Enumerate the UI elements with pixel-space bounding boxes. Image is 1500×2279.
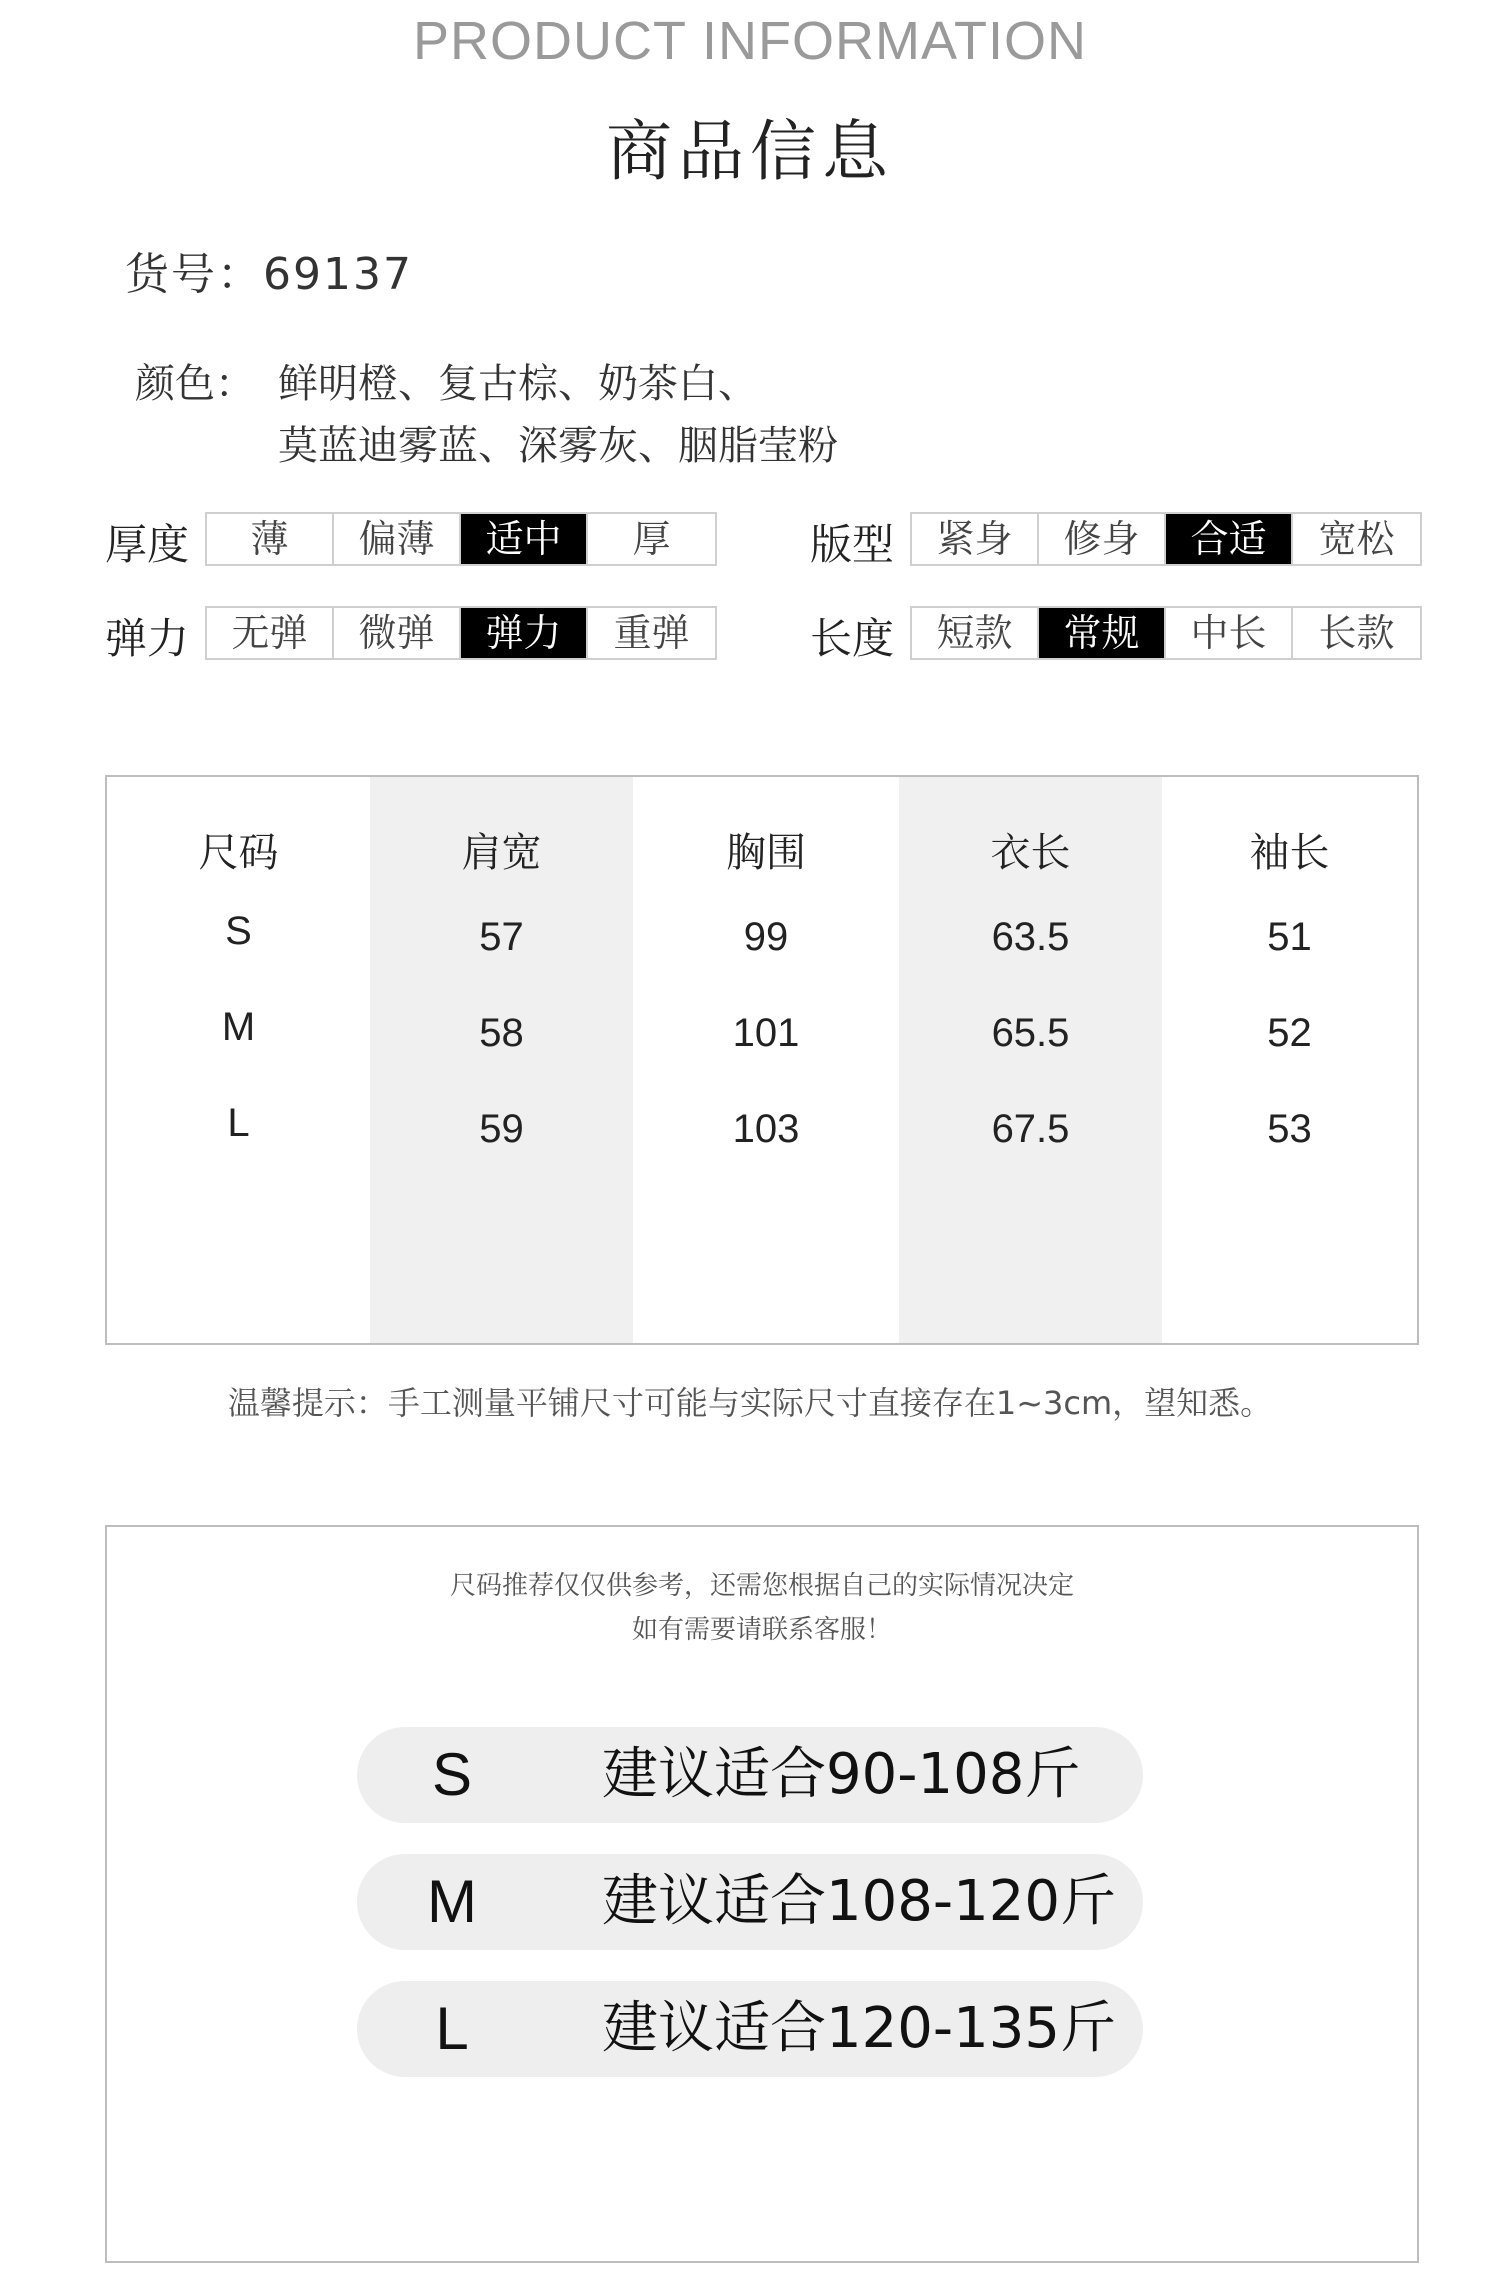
english-title: PRODUCT INFORMATION	[413, 11, 1087, 71]
thickness-scale	[205, 512, 717, 566]
recommendation-text: 建议适合90-108斤	[602, 1742, 1081, 1807]
length-header: 衣长	[990, 830, 1071, 876]
shoulder-header: 肩宽	[461, 830, 542, 876]
table-cell: 51	[1267, 915, 1312, 959]
elasticity-scale	[205, 606, 717, 660]
recommendation-note: 尺码推荐仅仅供参考，还需您根据自己的实际情况决定	[449, 1571, 1074, 1601]
color-options-line-2: 莫蓝迪雾蓝、深雾灰、胭脂莹粉	[278, 423, 838, 469]
size-table	[105, 775, 1419, 1345]
fit-option: 宽松	[1318, 517, 1395, 561]
thickness-option: 偏薄	[334, 514, 461, 564]
table-cell: 59	[479, 1107, 524, 1151]
elasticity-option-selected: 弹力	[461, 608, 588, 658]
table-cell: 63.5	[991, 915, 1070, 959]
fit-option: 修身	[1039, 514, 1166, 564]
fit-option-selected: 合适	[1166, 514, 1293, 564]
recommendation-item	[357, 1981, 1143, 2077]
fit-option: 紧身	[912, 514, 1039, 564]
table-cell: 67.5	[991, 1107, 1070, 1151]
thickness-option-selected: 适中	[461, 514, 588, 564]
table-cell: 101	[732, 1011, 800, 1055]
attr-label-elasticity: 弹力	[105, 614, 190, 663]
attr-label-fit: 版型	[810, 520, 895, 569]
length-option: 中长	[1166, 608, 1293, 658]
elasticity-option: 无弹	[207, 608, 334, 658]
size-header: 尺码	[198, 830, 279, 876]
thickness-option: 厚	[632, 517, 671, 561]
fit-scale	[910, 512, 1422, 566]
length-option-selected: 常规	[1039, 608, 1166, 658]
recommendation-size: S	[431, 1741, 473, 1808]
size-cell: L	[227, 1101, 250, 1145]
length-column	[899, 777, 1162, 1343]
sku-number: 货号：69137	[125, 249, 413, 300]
recommendation-item	[357, 1727, 1143, 1823]
measurement-tip: 温馨提示：手工测量平铺尺寸可能与实际尺寸直接存在1~3cm，望知悉。	[227, 1384, 1273, 1422]
table-cell: 99	[743, 915, 789, 959]
recommendation-text: 建议适合108-120斤	[602, 1869, 1116, 1934]
page-title: 商品信息	[606, 113, 894, 190]
color-options-line-1: 鲜明橙、复古棕、奶茶白、	[278, 361, 758, 407]
chest-header: 胸围	[726, 830, 806, 876]
recommendation-text: 建议适合120-135斤	[602, 1996, 1116, 2061]
length-option: 长款	[1318, 611, 1395, 655]
recommendation-size: M	[427, 1868, 477, 1935]
elasticity-option: 微弹	[334, 608, 461, 658]
contact-note: 如有需要请联系客服！	[631, 1615, 892, 1645]
attr-label-thickness: 厚度	[105, 520, 190, 569]
length-scale	[910, 606, 1422, 660]
thickness-option: 薄	[207, 514, 334, 564]
chest-column	[633, 777, 899, 1343]
length-option: 短款	[912, 608, 1039, 658]
recommendation-size: L	[435, 1995, 469, 2062]
elasticity-option: 重弹	[613, 611, 690, 655]
table-cell: 65.5	[991, 1011, 1070, 1055]
sleeve-header: 袖长	[1249, 830, 1330, 876]
attr-label-length: 长度	[810, 614, 895, 663]
shoulder-column	[370, 777, 633, 1343]
table-cell: 53	[1267, 1107, 1312, 1151]
size-cell: S	[225, 909, 252, 953]
table-cell: 103	[732, 1107, 800, 1151]
size-recommendation-box	[105, 1525, 1419, 2263]
table-cell: 58	[479, 1011, 524, 1055]
recommendation-item	[357, 1854, 1143, 1950]
color-label: 颜色：	[135, 361, 255, 407]
sleeve-column	[1162, 777, 1417, 1343]
size-cell: M	[221, 1005, 256, 1049]
size-column	[107, 777, 370, 1343]
table-cell: 52	[1267, 1011, 1312, 1055]
table-cell: 57	[479, 915, 524, 959]
